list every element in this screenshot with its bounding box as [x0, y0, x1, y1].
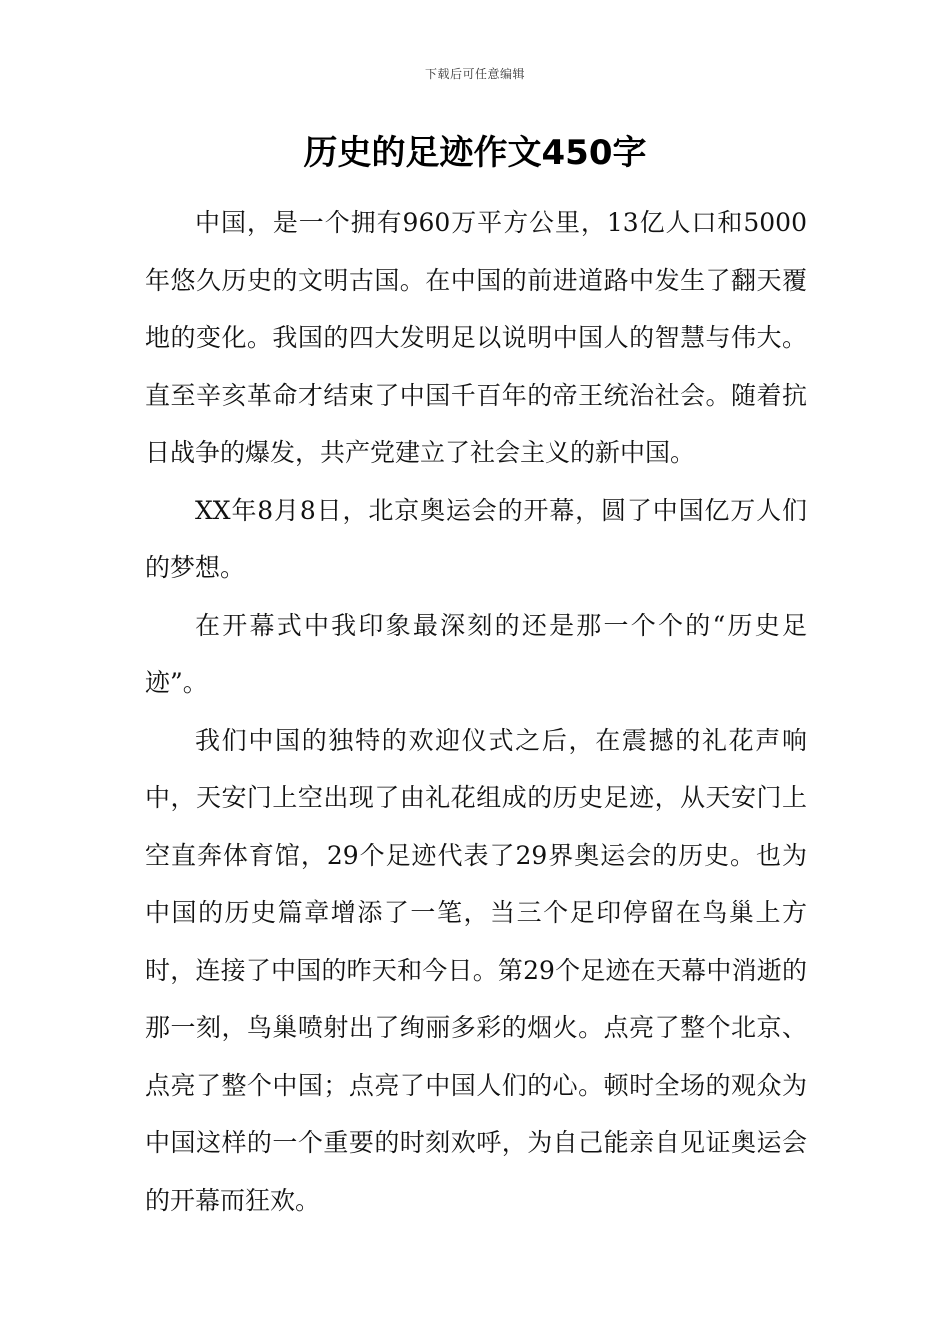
paragraph-2: XX年8月8日，北京奥运会的开幕，圆了中国亿万人们的梦想。 [145, 495, 807, 582]
paragraph-4: 我们中国的独特的欢迎仪式之后，在震撼的礼花声响中，天安门上空出现了由礼花组成的历史足迹，从天安门上空直奔体育馆，29个足迹代表了29界奥运会的历史。也为中国的历史篇章增添了一笔，当三个足印停留在鸟巢上方时，连接了中国的昨天和今日。第29个足迹在天幕中消逝的那一刻，鸟巢喷射出了绚丽多彩的烟火。点亮了整个北京、点亮了整个中国；点亮了中国人们的心。顿时全场的观众为中国这样的一个重要的时刻欢呼，为自己能亲自见证奥运会的开幕而狂欢。 [145, 725, 807, 1215]
paragraph-1: 中国，是一个拥有960万平方公里，13亿人口和5000年悠久历史的文明古国。在中国的前进道路中发生了翻天覆地的变化。我国的四大发明足以说明中国人的智慧与伟大。直至辛亥革命才结束了中国千百年的帝王统治社会。随着抗日战争的爆发，共产党建立了社会主义的新中国。 [145, 208, 807, 467]
document-body [145, 194, 807, 1229]
document-title: 历史的足迹作文450字 [303, 133, 647, 173]
paragraph-3: 在开幕式中我印象最深刻的还是那一个个的“历史足迹”。 [145, 610, 807, 697]
header-note: 下载后可任意编辑 [424, 67, 525, 81]
